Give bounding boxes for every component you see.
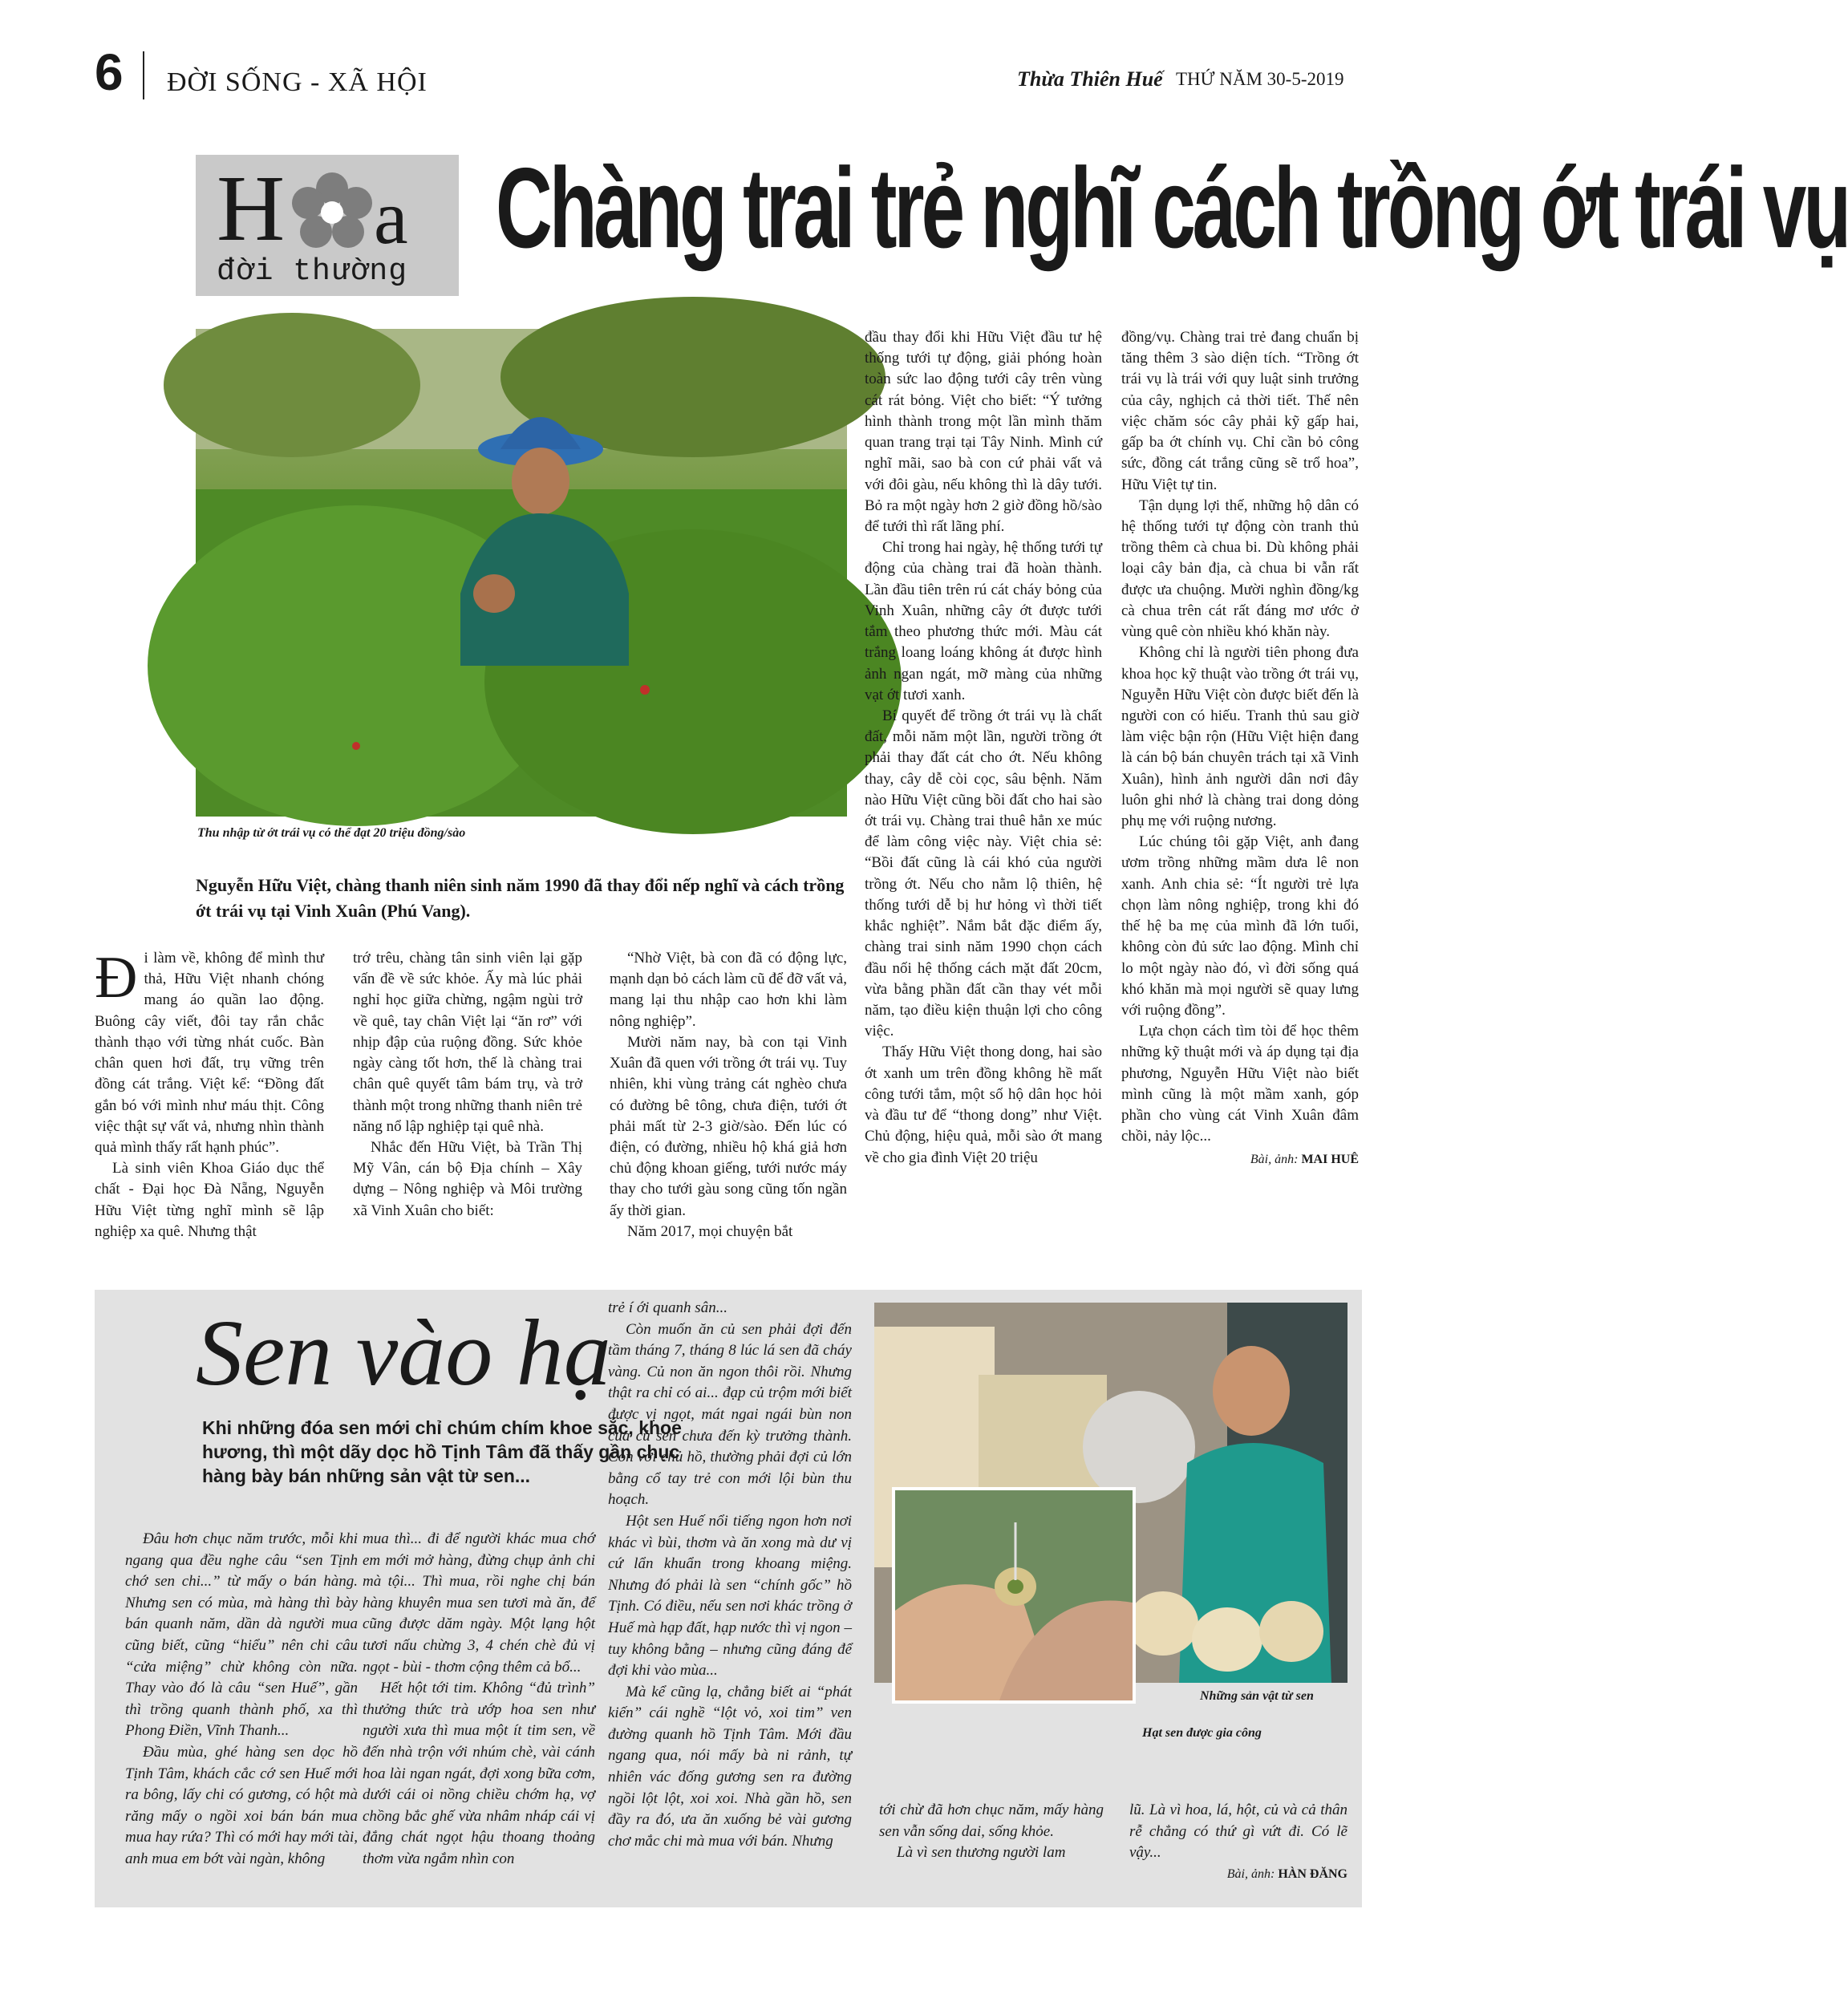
logo-letter-a: a [374,174,408,260]
article-byline: Bài, ảnh: MAI HUÊ [1250,1152,1359,1166]
feature-title: Sen vào hạ [196,1300,611,1405]
issue-date: THỨ NĂM 30-5-2019 [1176,69,1344,89]
feature-column-2: mua thì... đi để người khác mua chớ em mới mở hàng, đừng chụp ảnh chi mà tội... Thì mua, rồi nghe chị bán hàng khuyên mua sen tươi mà ăn, để cũng được dăm ngày. Một lạng hột tươi nấu chừng 3, 4 chén chè đủ vị ngọt - bùi - thơm cộng thêm cả bổ... Hết hột tới tim. Không “đủ trình” thưởng thức trà ướp hoa sen như người xưa thì mua một ít tim sen, về đến nhà trộn với nhúm chè, vài cánh hoa lài ngan ngát, đợi xong bữa cơm, dưới cái oi nồng chiều chớm hạ, vợ chồng bắc ghế vừa nhâm nháp cái vị đắng chát ngọt hậu thoang thoảng thơm vừa ngắm nhìn con [363,1530,595,1867]
logo-letter-h: H [217,156,286,261]
feature-column-4: tới chừ đã hơn chục năm, mấy hàng sen vẫn sống dai, sống khỏe. Là vì sen thương người lam [879,1802,1104,1862]
header-divider [143,51,144,99]
seller-photo-caption: Những sản vật từ sen [1200,1689,1314,1703]
feature-byline: Bài, ảnh: HÀN ĐĂNG [1226,1866,1348,1881]
feature-column-1: Đâu hơn chục năm trước, mỗi khi ngang qua đều nghe câu “sen Tịnh chớ sen chi...” từ mấy o bán hàng. Nhưng sen có mùa, mà hàng thì bày bán quanh năm, dần dà người mua cũng biết, cũng “hiểu” nên chi câu “cửa miệng” chừ không còn nữa. Thay vào đó là câu “sen Huế”, gần thì trồng quanh thành phố, xa thì Phong Điền, Vĩnh Thanh... Đầu mùa, ghé hàng sen dọc hồ Tịnh Tâm, khách cắc cớ sen Huế mới ra bông, lấy chi có gương, có hột mà răng mấy o ngồi xoi bán bán mua mua hay rứa? Thì có mới hay mới tài, anh mua em bớt vài ngàn, không [125,1530,358,1867]
feature-sapo: Khi những đóa sen mới chỉ chúm chím khoe sắc, khoe hương, thì một dãy dọc hồ Tịnh Tâm đã thấy gần chục hàng bày bán những sản vật từ sen... [202,1417,682,1486]
feature-column-5: lũ. Là vì hoa, lá, hột, củ và cả thân rễ chẳng có thứ gì vứt đi. Có lẽ vậy... Bài, ảnh: HÀN ĐĂNG [1129,1800,1348,1883]
newspaper-name: Thừa Thiên Huế [1017,67,1163,91]
feature-column-3: trẻ í ới quanh sân... Còn muốn ăn củ sen phải đợi đến tầm tháng 7, tháng 8 lúc lá sen đã cháy vàng. Củ non ăn ngon thôi rồi. Nhưng thật ra chỉ có ai... đạp củ trộm mới biết được vị ngọt, mát ngai ngái bùn non của củ sen chưa đến kỳ trưởng thành. Còn với chủ hồ, thường phải đợi củ lớn bằng cổ tay trẻ con mới lội bùn thu hoạch. Hột sen Huế nổi tiếng ngon hơn nơi khác vì bùi, thơm và ăn xong mà dư vị cứ lẩn khuẩn trong khoang miệng. Nhưng đó phải là sen “chính gốc” hồ Tịnh. Có điều, nếu sen nơi khác trồng ở Huế mà hạp đất, hạp nước thì vị ngon – tuy không bằng – nhưng cũng đáng để đợi khi vào mùa... Mà kể cũng lạ, chẳng biết ai “phát kiến” cái nghề “lột vỏ, xoi tim” ven đường quanh hồ Tịnh Tâm. Mới đầu ngang qua, nói mấy bà ni rảnh, tự nhiên vác đống gương sen ra đường ngồi lột lột, xoi xoi. Nhà gần hồ, sen đầy ra đó, ưa ăn xuống bẻ vài gương chơ mắc chi mà mua với bán. Nhưng [608,1299,852,1850]
drop-cap: Đ [95,945,138,1011]
seed-photo-caption: Hạt sen được gia công [1142,1726,1262,1740]
article-column-2: trớ trêu, chàng tân sinh viên lại gặp vấn đề về sức khỏe. Ấy mà lúc phải nghỉ học giữa chừng, ngậm ngùi trở về quê, tay chân Việt lại “ăn rơ” với nhịp đập của ruộng đồng. Sức khỏe ngày càng tốt hơn, thế là chàng trai chân quê quyết tâm bám trụ, và trở thành một trong những thanh niên trẻ năng nổ lập nghiệp tại quê nhà. Nhắc đến Hữu Việt, bà Trần Thị Mỹ Vân, cán bộ Địa chính – Xây dựng – Nông nghiệp và Môi trường xã Vinh Xuân cho biết: [353,950,582,1219]
photo-caption: Thu nhập từ ớt trái vụ có thể đạt 20 triệu đồng/sào [197,826,466,840]
page-number: 6 [95,43,124,101]
chili-farmer-photo [196,329,847,817]
flower-icon [290,171,374,254]
feature-box [95,1290,1362,1907]
lotus-seed-photo [892,1487,1136,1704]
photo-illustration [196,329,847,817]
column-logo [196,155,459,296]
article-column-4: đầu thay đổi khi Hữu Việt đầu tư hệ thống tưới tự động, giải phóng hoàn toàn sức lao động tưới cây trên vùng cát rát bỏng. Việt cho biết: “Ý tưởng hình thành trong một lần mình thăm quan trang trại tại Tây Ninh. Mình cứ nghĩ mãi, sao bà con cứ phải vất vả với đôi gàu, nếu không thì là dây tưới. Bỏ ra một ngày hơn 2 giờ đồng hồ/sào để tưới thì rất lãng phí. Chỉ trong hai ngày, hệ thống tưới tự động của chàng trai đã hoàn thành. Lần đầu tiên trên rú cát cháy bỏng của Vinh Xuân, những cây ớt được tưới tắm theo phương thức mới. Màu cát trắng loang loáng không át được hình ảnh ngan ngát, mỡ màng của những vạt ớt tươi xanh. Bí quyết để trồng ớt trái vụ là chất đất, mỗi năm một lần, người trồng ớt phải thay đất cát cho ớt. Nếu không thay, cây dễ còi cọc, sâu bệnh. Năm nào Hữu Việt cũng bồi đất cho hai sào ớt trái vụ. Chàng trai thuê hẳn xe múc để làm công việc này. Việt chia sẻ: “Bồi đất cũng là cái khó của người trồng ớt. Nếu cho nằm lộ thiên, hệ thống tưới dễ bị hư hỏng vì thời tiết khắc nghiệt”. Nắm bắt đặc điểm ấy, chàng trai sinh năm 1990 chọn cách đầu nối hệ thống cách mặt đất 20cm, vừa bằng phần đất cần thay vét mỗi năm, tạo điều kiện thuận lợi cho công việc. Thấy Hữu Việt thong dong, hai sào ớt xanh um trên đồng không hề mất công tưới tắm, một số hộ dân học hỏi và đầu tư để “thong dong” như Việt. Chủ động, hiệu quả, mỗi sào ớt mang về cho gia đình Việt 20 triệu [865,329,1102,1166]
logo-subtitle: đời thường [217,254,408,289]
article-column-3: “Nhờ Việt, bà con đã có động lực, mạnh dạn bỏ cách làm cũ để đỡ vất vả, mang lại thu nhập cao hơn khi làm nông nghiệp”. Mười năm nay, bà con tại Vinh Xuân đã quen với trồng ớt trái vụ. Tuy nhiên, khi vùng trảng cát nghèo chưa có đường bê tông, chưa điện, tưới ớt phải mất từ 2-3 giờ/sào. Đến lúc có điện, có đường, nhiều hộ khá giả hơn chủ động khoan giếng, tưới nước máy thay cho tưới gàu song cũng tốn ngần ấy thời gian. Năm 2017, mọi chuyện bắt [610,950,847,1240]
article-lead: Nguyễn Hữu Việt, chàng thanh niên sinh năm 1990 đã thay đổi nếp nghĩ và cách trồng ớt trái vụ tại Vinh Xuân (Phú Vang). [196,875,845,921]
article-column-1: Đi làm về, không để mình thư thả, Hữu Việt nhanh chóng mang áo quần lao động. Buông cây viết, đôi tay rắn chắc thành thạo với từng nhát cuốc. Bàn chân quen hơi đất, trụ vững trên đồng cát trắng. Việt kể: “Đồng đất gắn bó với mình như máu thịt. Công việc thật sự vất vả, nhưng nhìn thành quả mình thấy rất hạnh phúc”. Là sinh viên Khoa Giáo dục thể chất - Đại học Đà Nẵng, Nguyễn Hữu Việt từng nghĩ mình sẽ lập nghiệp xa quê. Nhưng thật [95,945,324,1240]
section-title: ĐỜI SỐNG - XÃ HỘI [167,67,428,97]
article-headline: Chàng trai trẻ nghĩ cách trồng ớt trái vụ [496,144,1848,272]
article-column-5: đồng/vụ. Chàng trai trẻ đang chuẩn bị tăng thêm 3 sào diện tích. “Trồng ớt trái vụ là trái với quy luật sinh trưởng của cây, nghịch cả thời tiết. Thế nên việc chăm sóc cây phải kỹ gấp hai, gấp ba ớt chính vụ. Chỉ cần bỏ công sức, đồng cát trắng cũng sẽ trổ hoa”, Hữu Việt tự tin. Tận dụng lợi thế, những hộ dân có hệ thống tưới tự động còn tranh thủ trồng thêm cà chua bi. Dù không phải loại cây bản địa, cà chua bi vẫn rất được ưa chuộng. Mười nghìn đồng/kg cà chua trên cát rất đáng mơ ước ở vùng quê còn nhiều khó khăn này. Không chỉ là người tiên phong đưa khoa học kỹ thuật vào trồng ớt trái vụ, Nguyễn Hữu Việt còn được biết đến là người con có hiếu. Tranh thủ sau giờ làm việc bận rộn (Hữu Việt hiện đang là cán bộ bán chuyên trách tại xã Vinh Xuân), hình ảnh người dân nơi đây luôn ghi nhớ là chàng trai dong dỏng phụ mẹ với ruộng nương. Lúc chúng tôi gặp Việt, anh đang ươm trồng những mầm dưa lê non xanh. Anh chia sẻ: “Ít người trẻ lựa chọn làm nông nghiệp, trong khi đó thế hệ ba mẹ của mình đã lớn tuổi, không còn đủ sức lao động. Mình chỉ lo một ngày nào đó, vì đời sống quá khó khăn mà mọi người sẽ quay lưng với ruộng đồng”. Lựa chọn cách tìm tòi để học thêm những kỹ thuật mới và áp dụng tại địa phương, Nguyễn Hữu Việt nào biết mình cũng là một mầm xanh, góp phần cho vùng cát Vinh Xuân đâm chồi, nảy lộc... Bài, ảnh: MAI HUÊ [1121,327,1359,1169]
photo-illustration-seed [895,1490,1133,1700]
